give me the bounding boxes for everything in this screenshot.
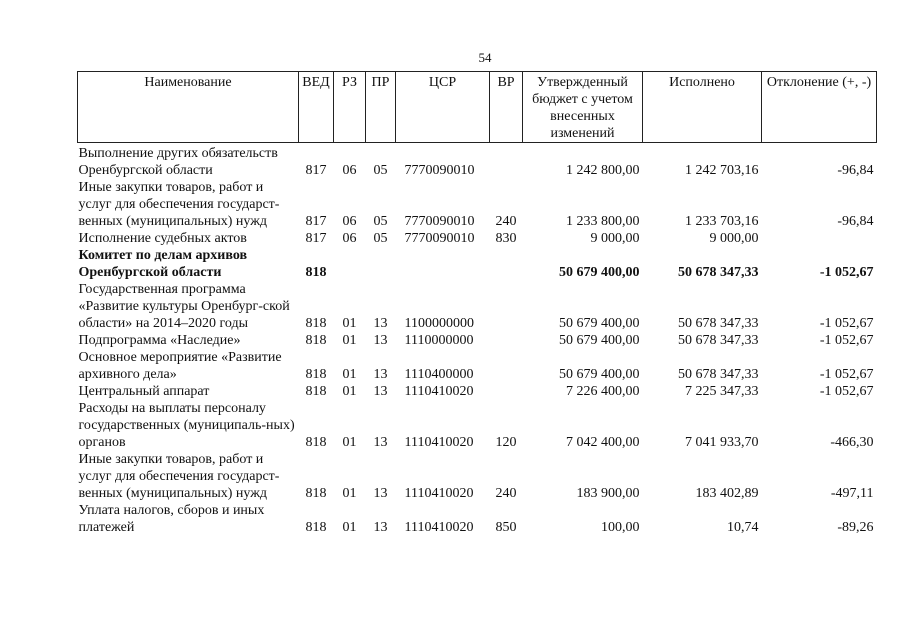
table-body xyxy=(78,143,877,537)
cell-executed: 7 041 933,70 xyxy=(685,435,759,450)
cell-ved: 818 xyxy=(305,520,327,535)
cell-deviation: -1 052,67 xyxy=(819,333,874,348)
cell-budget: 183 900,00 xyxy=(576,486,640,501)
cell-vr: 830 xyxy=(495,231,517,246)
cell-pr: 05 xyxy=(373,214,388,229)
cell-executed: 50 678 347,33 xyxy=(678,367,759,382)
cell-pr: 13 xyxy=(373,316,388,331)
header-executed: Исполнено xyxy=(643,72,762,143)
cell-vr: 240 xyxy=(495,486,517,501)
cell-csr: 7770090010 xyxy=(404,231,475,246)
cell-name: Подпрограмма «Наследие» xyxy=(78,333,241,348)
cell-name: Уплата налогов, сборов и иных платежей xyxy=(78,503,265,535)
cell-csr: 1110410020 xyxy=(404,384,474,399)
cell-ved: 818 xyxy=(305,333,327,348)
cell-name: Иные закупки товаров, работ и услуг для обеспечения государст-венных (муниципальных) нужд xyxy=(78,180,280,229)
table-row xyxy=(78,451,877,502)
cell-csr: 1110400000 xyxy=(404,367,474,382)
cell-name: Государственная программа «Развитие культуры Оренбург-ской области» на 2014–2020 годы xyxy=(78,282,290,331)
cell-deviation: -466,30 xyxy=(830,435,874,450)
cell-budget: 7 226 400,00 xyxy=(566,384,640,399)
cell-rz: 01 xyxy=(342,486,357,501)
cell-deviation xyxy=(762,230,877,247)
table-row xyxy=(78,179,877,230)
cell-budget: 50 679 400,00 xyxy=(559,265,640,280)
table-header-row xyxy=(78,72,877,143)
cell-executed: 1 242 703,16 xyxy=(685,163,759,178)
cell-name: Выполнение других обязательств Оренбургской области xyxy=(78,146,278,178)
cell-ved: 817 xyxy=(305,231,327,246)
cell-vr: 120 xyxy=(495,435,517,450)
cell-rz xyxy=(334,247,366,281)
budget-execution-table xyxy=(77,71,877,536)
cell-budget: 50 679 400,00 xyxy=(559,316,640,331)
table-row xyxy=(78,383,877,400)
cell-vr xyxy=(490,332,523,349)
cell-executed: 50 678 347,33 xyxy=(678,265,759,280)
cell-deviation: -96,84 xyxy=(837,163,874,178)
cell-executed: 9 000,00 xyxy=(709,231,759,246)
header-vr: ВР xyxy=(490,72,523,143)
header-rz: РЗ xyxy=(334,72,366,143)
cell-csr: 1110410020 xyxy=(404,435,474,450)
cell-csr: 1100000000 xyxy=(404,316,474,331)
cell-csr: 1110000000 xyxy=(404,333,474,348)
cell-vr xyxy=(490,383,523,400)
cell-csr xyxy=(396,247,490,281)
cell-ved: 818 xyxy=(305,486,327,501)
table-row xyxy=(78,230,877,247)
cell-name: Иные закупки товаров, работ и услуг для обеспечения государст-венных (муниципальных) нужд xyxy=(78,452,280,501)
cell-csr: 1110410020 xyxy=(404,520,474,535)
cell-rz: 06 xyxy=(342,231,357,246)
cell-rz: 01 xyxy=(342,520,357,535)
cell-budget: 9 000,00 xyxy=(590,231,640,246)
table-row xyxy=(78,400,877,451)
cell-vr xyxy=(490,143,523,180)
cell-executed: 183 402,89 xyxy=(695,486,759,501)
header-deviation: Отклонение (+, -) xyxy=(762,72,877,143)
cell-pr: 05 xyxy=(373,163,388,178)
cell-name: Комитет по делам архивов Оренбургской области xyxy=(78,248,248,280)
cell-rz: 01 xyxy=(342,435,357,450)
cell-vr xyxy=(490,247,523,281)
cell-ved: 817 xyxy=(305,163,327,178)
header-budget: Утвержденный бюджет с учетом внесенных изменений xyxy=(523,72,643,143)
cell-deviation: -1 052,67 xyxy=(819,265,874,280)
cell-ved: 818 xyxy=(305,435,327,450)
page-number: 54 xyxy=(478,50,492,65)
cell-ved: 818 xyxy=(305,316,327,331)
cell-name: Основное мероприятие «Развитие архивного дела» xyxy=(78,350,282,382)
cell-rz: 01 xyxy=(342,316,357,331)
cell-pr: 13 xyxy=(373,367,388,382)
header-pr: ПР xyxy=(366,72,396,143)
header-ved: ВЕД xyxy=(299,72,334,143)
table-row xyxy=(78,332,877,349)
cell-executed: 7 225 347,33 xyxy=(685,384,759,399)
cell-deviation: -1 052,67 xyxy=(819,316,874,331)
cell-csr: 7770090010 xyxy=(404,214,475,229)
table-row xyxy=(78,502,877,536)
table-row xyxy=(78,349,877,383)
cell-rz: 06 xyxy=(342,163,357,178)
cell-vr: 240 xyxy=(495,214,517,229)
cell-pr: 13 xyxy=(373,520,388,535)
cell-pr: 13 xyxy=(373,435,388,450)
cell-pr: 13 xyxy=(373,486,388,501)
cell-vr xyxy=(490,349,523,383)
cell-vr xyxy=(490,281,523,332)
cell-pr: 13 xyxy=(373,333,388,348)
cell-rz: 01 xyxy=(342,384,357,399)
cell-deviation: -96,84 xyxy=(837,214,874,229)
cell-ved: 818 xyxy=(305,265,327,280)
cell-budget: 50 679 400,00 xyxy=(559,367,640,382)
header-name: Наименование xyxy=(78,72,299,143)
cell-rz: 06 xyxy=(342,214,357,229)
cell-deviation: -89,26 xyxy=(837,520,874,535)
cell-executed: 1 233 703,16 xyxy=(685,214,759,229)
cell-budget: 7 042 400,00 xyxy=(566,435,640,450)
cell-deviation: -1 052,67 xyxy=(819,384,874,399)
cell-pr xyxy=(366,247,396,281)
cell-csr: 7770090010 xyxy=(404,163,475,178)
cell-name: Исполнение судебных актов xyxy=(78,231,247,246)
cell-budget: 1 233 800,00 xyxy=(566,214,640,229)
cell-executed: 50 678 347,33 xyxy=(678,316,759,331)
cell-name: Расходы на выплаты персоналу государственных (муниципаль-ных) органов xyxy=(78,401,295,450)
cell-deviation: -497,11 xyxy=(830,486,874,501)
cell-executed: 50 678 347,33 xyxy=(678,333,759,348)
cell-ved: 818 xyxy=(305,384,327,399)
cell-rz: 01 xyxy=(342,333,357,348)
cell-csr: 1110410020 xyxy=(404,486,474,501)
header-csr: ЦСР xyxy=(396,72,490,143)
cell-ved: 818 xyxy=(305,367,327,382)
cell-budget: 50 679 400,00 xyxy=(559,333,640,348)
cell-rz: 01 xyxy=(342,367,357,382)
cell-name: Центральный аппарат xyxy=(78,384,210,399)
table-row xyxy=(78,247,877,281)
cell-deviation: -1 052,67 xyxy=(819,367,874,382)
table-row xyxy=(78,281,877,332)
cell-ved: 817 xyxy=(305,214,327,229)
cell-budget: 1 242 800,00 xyxy=(566,163,640,178)
cell-vr: 850 xyxy=(495,520,517,535)
cell-pr: 05 xyxy=(373,231,388,246)
cell-budget: 100,00 xyxy=(601,520,640,535)
cell-pr: 13 xyxy=(373,384,388,399)
table-row xyxy=(78,143,877,180)
cell-executed: 10,74 xyxy=(727,520,759,535)
